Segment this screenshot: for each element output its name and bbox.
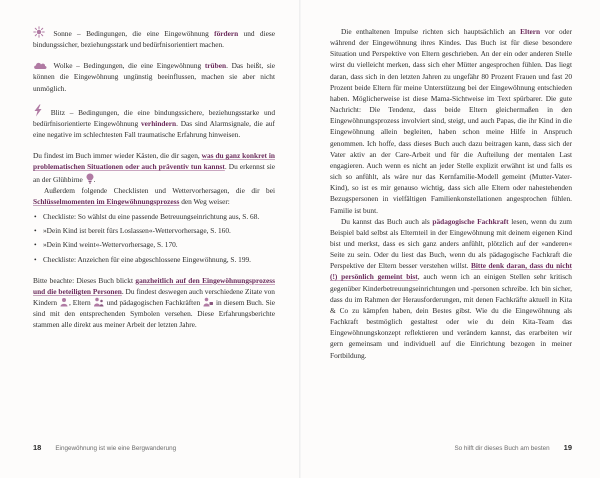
list-item: • Checkliste: Anzeichen für eine abgeschlossene Eingewöhnung, S. 199. <box>33 254 275 265</box>
sun-legend: Sonne – Bedingungen, die eine Eingewöhnung fördern und diese bindungssicher, beziehungsstark und bedürfnisorientiert machen. <box>33 26 275 50</box>
left-column <box>33 26 275 330</box>
running-title: Eingewöhnung ist wie eine Bergwanderung <box>55 445 177 452</box>
page-number: 18 <box>33 443 42 452</box>
parent-icon <box>93 297 105 307</box>
checklists-paragraph: Außerdem folgende Checklisten und Wettervorhersagen, die dir bei Schlüsselmomenten im Eingewöhnungsprozess den Weg weiser: <box>33 185 275 206</box>
right-column <box>330 26 572 361</box>
page-number: 19 <box>563 443 572 452</box>
list-item: • Checkliste: So wählst du eine passende Betreuungseinrichtung aus, S. 68. <box>33 211 275 222</box>
left-footer <box>33 443 176 452</box>
educators-paragraph: Du kannst das Buch auch als pädagogische Fachkraft lesen, wenn du zum Beispiel bald selbst als Elternteil in der Eingewöhnung mit deinem eigenen Kind bist und merkst, dass es sich ganz anders anfühlt, plötzlich auf der »anderen« Seite zu sein. Oder du liest das Buch, wenn du als pädagogische Fachkraft die Perspektive der Eltern besser verstehen willst. Bitte denk daran, dass du nicht (!) persönlich gemeint bist, auch wenn ich an einigen Stellen sehr kritisch gegenüber Kinderbetreuungseinrichtungen und -personen schreibe. Ich bin sicher, dass du im Rahmen der Herausforderungen, mit denen Fachkräfte aktuell in Kita & Co zu kämpfen haben, dein Bestes gibst. Wie du die Eingewöhnung als Fachkraft bestmöglich gestaltest oder wie du dein Kita-Team das Eingewöhnungskonzept reflektieren und verändern kannst, das erarbeiten wir gern gemeinsam und individuell auf die Einrichtung bezogen in meiner Fortbildung. <box>330 216 573 360</box>
list-item: • »Dein Kind ist bereit fürs Loslassen«-Wettervorhersage, S. 160. <box>33 225 275 236</box>
parents-paragraph: Die enthaltenen Impulse richten sich hauptsächlich an Eltern vor oder während der Eingewöhnung ihres Kindes. Das Buch ist für diese besondere Situation und Perspektive von Eltern geschrieben. An der ein oder anderen Stelle wirst du vielleicht merken, dass sich eher Mütter angesprochen fühlen. Das liegt daran, dass sich in den letzten Jahren zu ungefähr 80 Prozent Frauen und fast 20 Prozent beide Eltern für meine Unterstützung bei der Eingewöhnung entschieden haben. Möglicherweise ist diese Mama-Sichtweise im Text spürbarer. Die gute Nachricht: Die Tendenz, dass beide Eltern gleichermaßen in den Eingewöhnungsprozess involviert sind, steigt, und auch Papas, die ihr Kind in die Eingewöhnung allein begleiten, haben schon meine Hilfe in Anspruch genommen. Ich hoffe, dass dieses Buch auch dazu beitragen kann, dass sich der Vater aktiv an der Care-Arbeit und für die Aufteilung der mentalen Last engagieren. Auch wenn es nicht an jeder Stelle explizit erwähnt ist und falls es sich so anfühlt, als wäre nur das Kernfamilie-Modell gemeint (Mutter-Vater-Kind), so ist es mir genauso wichtig, dass sich alle Eltern oder nahestehenden Bezugspersonen in vielfältigen Familienkonstellationen angesprochen fühlen. Familie ist bunt. <box>330 27 572 215</box>
educator-icon <box>202 297 214 307</box>
checklist-list <box>33 211 275 265</box>
note-paragraph: Bitte beachte: Dieses Buch blickt ganzheitlich auf den Eingewöhnungsprozess und die beteiligten Personen. Du findest deswegen auch verschiedene Zitate von Kindern , Eltern und pädagogischen Fachkräften in diesem Buch. Sie sind mit den entsprechenden Symbolen versehen. Diese Erfahrungsberichte stammen alle direkt aus meiner Arbeit der letzten Jahre. <box>33 275 275 330</box>
running-title: So hilft dir dieses Buch am besten <box>454 445 550 452</box>
lightbulb-icon <box>86 173 94 184</box>
lightning-icon <box>33 104 43 117</box>
cloud-icon <box>33 60 47 70</box>
lightning-legend: Blitz – Bedingungen, die eine bindungssichere, beziehungsstarke und bedürfnisorientierte Eingewöhnung verhindern. Das sind Alarmsignale, die auf eine negative im schlechtesten Fall traumatische Erfahrung hinweisen. <box>33 104 275 140</box>
child-icon <box>59 297 69 307</box>
list-item: • »Dein Kind weint«-Wettervorhersage, S. 170. <box>33 239 275 250</box>
sun-icon <box>33 26 45 38</box>
tip-boxes-paragraph: Du findest im Buch immer wieder Kästen, die dir sagen, was du ganz konkret in problematischen Situationen oder auch präventiv tun kannst. Du erkennst sie an der Glühbirne . <box>33 151 275 184</box>
right-page <box>300 0 600 478</box>
cloud-legend: Wolke – Bedingungen, die eine Eingewöhnung trüben. Das heißt, sie können die Eingewöhnung ungünstig beeinflussen, machen sie aber nicht unmöglich. <box>33 61 275 93</box>
right-footer <box>454 443 572 452</box>
